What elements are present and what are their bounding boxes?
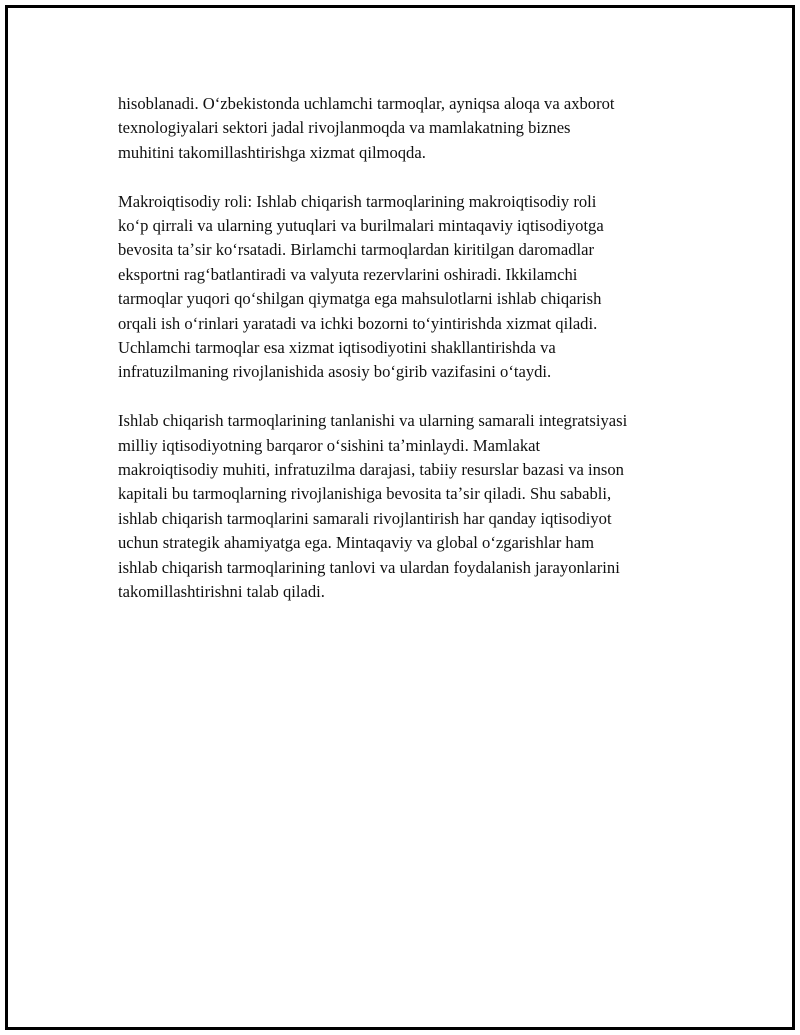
paragraph: hisoblanadi. Oʻzbekistonda uchlamchi tarmoqlar, ayniqsa aloqa va axborot texnologiyalari sektori jadal rivojlanmoqda va mamlakatning biznes muhitini takomillashtirishga xizmat qilmoqda. bbox=[118, 94, 615, 162]
paragraph: Ishlab chiqarish tarmoqlarining tanlanishi va ularning samarali integratsiyasi milliy iqtisodiyotning barqaror oʻsishini taʼminlaydi. Mamlakat makroiqtisodiy muhiti, infratuzilma darajasi, tabiiy resurslar bazasi va inson kapitali bu tarmoqlarning rivojlanishiga bevosita taʼsir qiladi. Shu sababli, ishlab chiqarish tarmoqlarini samarali rivojlantirish har qanday iqtisodiyot uchun strategik ahamiyatga ega. Mintaqaviy va global oʻzgarishlar ham ishlab chiqarish tarmoqlarining tanlovi va ulardan foydalanish jarayonlarini takomillashtirishni talab qiladi. bbox=[118, 411, 628, 602]
paragraph: Makroiqtisodiy roli: Ishlab chiqarish tarmoqlarining makroiqtisodiy roli koʻp qirrali va ularning yutuqlari va burilmalari mintaqaviy iqtisodiyotga bevosita taʼsir koʻrsatadi. Birlamchi tarmoqlardan kiritilgan daromadlar eksportni ragʻbatlantiradi va valyuta rezervlarini oshiradi. Ikkilamchi tarmoqlar yuqori qoʻshilgan qiymatga ega mahsulotlarni ishlab chiqarish orqali ish oʻrinlari yaratadi va ichki bozorni toʻyintirishda xizmat qiladi. Uchlamchi tarmoqlar esa xizmat iqtisodiyotini shakllantirishda va infratuzilmaning rivojlanishida asosiy boʻgirib vazifasini oʻtaydi. bbox=[118, 191, 604, 382]
document-body bbox=[118, 92, 698, 629]
